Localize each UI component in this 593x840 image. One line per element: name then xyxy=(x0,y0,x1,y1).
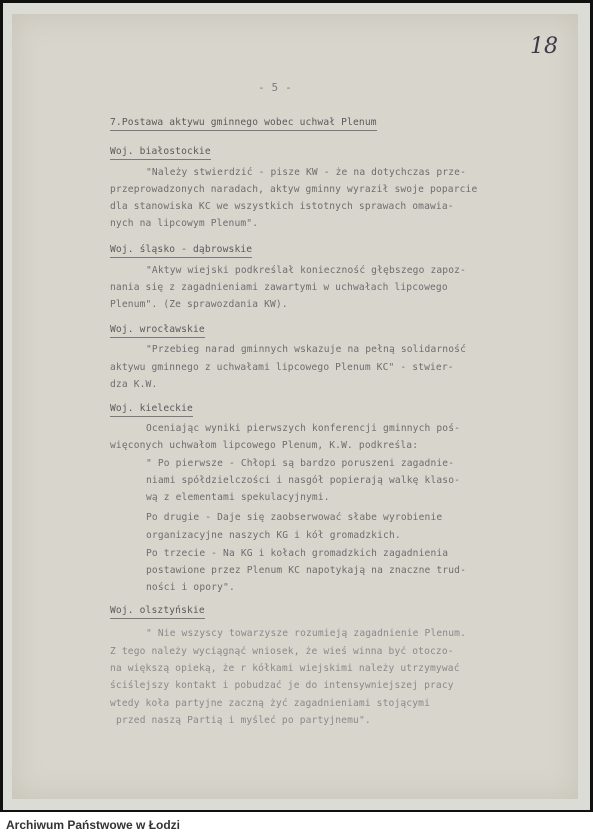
text-line: " Nie wszyscy towarzysze rozumieją zagadnienie Plenum. xyxy=(146,628,466,639)
section-heading: 7.Postawa aktywu gminnego wobec uchwał Plenum xyxy=(110,115,377,131)
text-line: ściślejszy kontakt i pobudzać je do intensywniejszej pracy xyxy=(110,680,454,691)
region-heading: Woj. olsztyńskie xyxy=(110,603,205,619)
page-number: - 5 - xyxy=(258,81,292,94)
text-line: Po drugie - Daje się zaobserwować słabe wyrobienie xyxy=(146,512,443,523)
text-line: wą z elementami spekulacyjnymi. xyxy=(146,492,330,503)
text-line: Oceniając wyniki pierwszych konferencji gminnych poś- xyxy=(146,423,461,434)
text-line: na większą opieką, że r kółkami wiejskimi należy utrzymywać xyxy=(110,663,460,674)
text-line: więconych uchwałom lipcowego Plenum, K.W. podkreśla: xyxy=(110,440,419,451)
text-line: niami spółdzielczości i nasgół popierają walkę klaso- xyxy=(146,475,461,486)
text-line: nych na lipcowym Plenum". xyxy=(110,218,259,229)
archive-label: Archiwum Państwowe w Łodzi xyxy=(6,818,181,832)
region-heading: Woj. kieleckie xyxy=(110,401,193,417)
text-line: postawione przez Plenum KC napotykają na znaczne trud- xyxy=(146,565,466,576)
archive-footer xyxy=(0,812,593,840)
region-heading: Woj. wrocławskie xyxy=(110,322,205,338)
text-line: "Należy stwierdzić - pisze KW - że na dotychczas prze- xyxy=(146,167,466,178)
handwritten-folio-number: 18 xyxy=(530,34,558,59)
text-line: Z tego należy wyciągnąć wniosek, że wieś winna być otoczo- xyxy=(110,646,454,657)
text-line: dza K.W. xyxy=(110,379,158,390)
text-line: wtedy koła partyjne zaczną żyć zagadnieniami stojącymi xyxy=(110,698,430,709)
text-line: przeprowadzonych naradach, aktyw gminny wyraził swoje poparcie xyxy=(110,184,478,195)
text-line: aktywu gminnego z uchwałami lipcowego Plenum KC" - stwier- xyxy=(110,362,454,373)
text-line: ności i opory". xyxy=(146,582,235,593)
region-heading: Woj. białostockie xyxy=(110,144,211,160)
text-line: " Po pierwsze - Chłopi są bardzo poruszeni zagadnie- xyxy=(146,458,455,469)
text-line: Plenum". (Ze sprawozdania KW). xyxy=(110,299,288,310)
region-heading: Woj. śląsko - dąbrowskie xyxy=(110,242,252,258)
text-line: przed naszą Partią i myśleć po partyjnemu". xyxy=(116,715,371,726)
text-line: "Przebieg narad gminnych wskazuje na pełną solidarność xyxy=(146,344,466,355)
text-line: dla stanowiska KC we wszystkich istotnych sprawach omawia- xyxy=(110,201,454,212)
text-line: organizacyjne naszych KG i kół gromadzkich. xyxy=(146,530,401,541)
text-line: nania się z zagadnieniami zawartymi w uchwałach lipcowego xyxy=(110,282,448,293)
text-line: "Aktyw wiejski podkreślał konieczność głębszego zapoz- xyxy=(146,265,466,276)
text-line: Po trzecie - Na KG i kołach gromadzkich zagadnienia xyxy=(146,548,449,559)
